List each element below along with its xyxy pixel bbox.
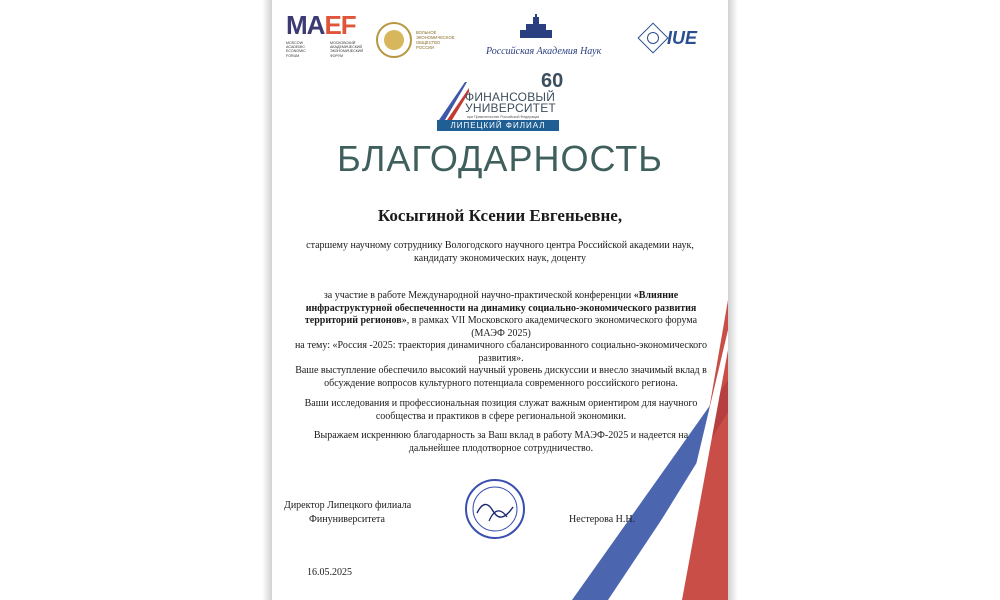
paragraph-gratitude: Выражаем искреннюю благодарность за Ваш вклад в работу МАЭФ-2025 и надеется на дальнейшее плодотворное сотрудничество.: [313, 430, 689, 454]
forum-topic: на тему: «Россия -2025: траектория динамичного сбалансированного социально-экономического развития».: [294, 340, 708, 364]
paragraph-presentation: Ваше выступление обеспечило высокий научный уровень дискуссии и внесло значимый вклад в обсуждение вопросов культурного потенциала современного российского региона.: [295, 365, 707, 389]
veo-text: ВОЛЬНОЕ ЭКОНОМИЧЕСКОЕ ОБЩЕСТВО РОССИИ: [416, 30, 455, 50]
issue-date: 16.05.2025: [307, 567, 352, 578]
university-name-line2: УНИВЕРСИТЕТ: [465, 101, 556, 115]
paragraph-participation: [292, 290, 710, 390]
recipient-name: Косыгиной Ксении Евгеньевне,: [377, 206, 623, 225]
signatory-role-line2: Финуниверситета: [309, 514, 385, 525]
signatory-name: Нестерова Н.Н.: [569, 514, 636, 525]
page-shadow-left: [262, 0, 272, 600]
maef-mark-right: EF: [324, 10, 356, 40]
official-stamp: [463, 477, 527, 541]
ran-building-icon: [518, 14, 554, 40]
veo-seal-icon: [376, 22, 412, 58]
forum-reference: , в рамках VII Московского академического экономического форума (МАЭФ 2025): [406, 315, 698, 339]
university-subtitle: при Правительстве Российской Федерации: [467, 115, 540, 119]
maef-subtitle-en: MOSCOW ACADEMIC ECONOMIC FORUM: [286, 41, 306, 58]
signatory-role-line1: Директор Липецкого филиала: [284, 500, 412, 511]
anniversary-badge: 60: [541, 70, 564, 92]
globe-icon: [637, 22, 668, 53]
financial-university-logo: [435, 70, 575, 134]
veo-logo: [376, 18, 470, 62]
conference-title: «Влияние инфраструктурной обеспеченности на динамику социально-экономического развития территорий регионов»: [304, 290, 697, 326]
branch-bar: ЛИПЕЦКИЙ ФИЛИАЛ: [437, 120, 559, 131]
certificate-title: БЛАГОДАРНОСТЬ: [337, 138, 663, 179]
participation-intro: за участие в работе Международной научно-практической конференции: [323, 290, 634, 301]
certificate-page: [272, 0, 728, 600]
maef-subtitle-ru: МОСКОВСКИЙ АКАДЕМИЧЕСКИЙ ЭКОНОМИЧЕСКИЙ ФОРУМ: [330, 41, 364, 58]
ran-text: Российская Академия Наук: [486, 46, 602, 57]
maef-mark-left: MA: [286, 10, 325, 40]
iue-logo: [642, 22, 706, 54]
ran-logo: [486, 14, 602, 62]
paragraph-research: Ваши исследования и профессиональная позиция служат важным ориентиром для научного сообщества и практиков в сфере региональной экономики.: [304, 398, 698, 422]
recipient-position: старшему научному сотруднику Вологодского научного центра Российской академии наук, кандидату экономических наук, доценту: [306, 240, 694, 264]
iue-text: IUE: [667, 27, 698, 48]
page-shadow-right: [728, 0, 738, 600]
university-name-line1: ФИНАНСОВЫЙ: [465, 90, 556, 104]
maef-logo: [286, 12, 370, 66]
